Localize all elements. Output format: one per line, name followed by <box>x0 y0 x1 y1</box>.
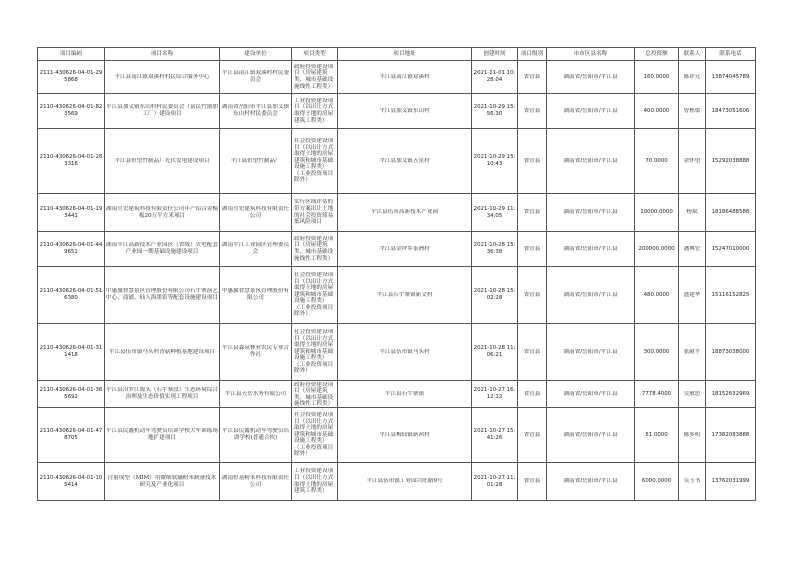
cell-level-text: 省管县 <box>523 478 541 485</box>
cell-code-text: 2110-430626-04-01-365692 <box>39 387 103 400</box>
cell-region <box>547 324 635 381</box>
cell-name-text: 湖南昱宏建筑科技有限责任公司年产铝合金模板20万平方米项目 <box>106 205 218 219</box>
cell-address <box>338 324 472 381</box>
cell-name <box>105 61 220 94</box>
cell-level-text: 省管县 <box>523 291 541 298</box>
header-contact: 联系人 <box>679 48 706 61</box>
cell-name-text: 湖南平江高新技术产业园区（省级）火电配套产业园一期基础设施建设项目 <box>106 242 218 255</box>
cell-phone <box>706 463 756 501</box>
cell-level <box>518 129 547 194</box>
cell-level <box>518 232 547 267</box>
cell-address-text: 平江县伍市高新技术产业园 <box>370 209 439 216</box>
cell-type-text: 工业投资建设项目（以出让方式取得土地的房屋建筑工程类） <box>294 97 334 124</box>
cell-address-text: 平江县伍市镇马头村 <box>379 348 430 355</box>
cell-contact-text: 陈祥元 <box>683 73 701 80</box>
table-row <box>38 463 756 501</box>
cell-unit-text: 平江县民鑫机动车驾驶员培训学校(普通合伙) <box>221 428 290 441</box>
cell-unit <box>220 267 292 324</box>
cell-address-text: 平江县金坪乡茶洲村 <box>379 245 430 252</box>
cell-unit-text: 湖南平江工业园区管理委员会 <box>221 242 290 255</box>
cell-created-text: 2021-10-27 16:12:12 <box>473 387 516 400</box>
cell-code <box>38 194 105 232</box>
cell-unit <box>220 129 292 194</box>
cell-investment-text: 300.0000 <box>643 348 670 355</box>
cell-created <box>472 381 518 408</box>
cell-region-text: 湖南省/岳阳市/平江县 <box>563 348 618 355</box>
cell-contact <box>679 408 706 463</box>
cell-created-text: 2021-11-01 10:28:04 <box>473 70 516 83</box>
cell-region <box>547 61 635 94</box>
cell-investment-text: 6000.0000 <box>641 478 672 485</box>
cell-unit <box>220 194 292 232</box>
cell-type <box>292 381 338 408</box>
cell-region <box>547 381 635 408</box>
cell-created <box>472 94 518 129</box>
cell-created <box>472 463 518 501</box>
cell-phone <box>706 232 756 267</box>
cell-type-text: 工业投资建设项目（以出让方式取得土地的房屋建筑工程类） <box>294 468 334 495</box>
cell-unit <box>220 381 292 408</box>
cell-name-text: 平江县汨罗江源头（石牛寨段）生态环境综合治理及生态价值实现工程项目 <box>106 387 218 400</box>
cell-level <box>518 94 547 129</box>
cell-contact <box>679 232 706 267</box>
header-project-type: 项目类型 <box>292 48 338 61</box>
cell-created-text: 2021-10-28 11:06:21 <box>473 345 516 358</box>
cell-level <box>518 61 547 94</box>
cell-address <box>338 408 472 463</box>
cell-region <box>547 267 635 324</box>
cell-code <box>38 463 105 501</box>
cell-address-text: 平江县梅仙镇新茜村 <box>379 431 430 438</box>
cell-created <box>472 194 518 232</box>
cell-unit-text: 平江县南江镇双溪村村民委员会 <box>221 70 290 83</box>
cell-region-text: 湖南省/岳阳市/平江县 <box>563 209 618 216</box>
cell-investment-text: 400.0000 <box>643 107 670 114</box>
cell-region <box>547 232 635 267</box>
cell-code-text: 2110-430626-04-01-823569 <box>39 104 103 117</box>
cell-contact-text: 张献平 <box>683 348 701 355</box>
cell-unit <box>220 408 292 463</box>
cell-unit-text: 平江县天岳水务有限公司 <box>224 390 287 397</box>
cell-name <box>105 94 220 129</box>
cell-investment <box>635 267 679 324</box>
cell-address <box>338 267 472 324</box>
cell-level <box>518 267 547 324</box>
header-created-time: 创建时间 <box>472 48 518 61</box>
table-row <box>38 194 756 232</box>
cell-contact <box>679 129 706 194</box>
cell-address-text: 平江县伍市镇工业园兴旺路9号 <box>366 478 443 485</box>
cell-phone <box>706 408 756 463</box>
cell-created-text: 2021-10-28 15:36:38 <box>473 242 516 255</box>
cell-address-text: 平江县石牛寨镇新文村 <box>376 291 433 298</box>
cell-level-text: 省管县 <box>523 157 541 164</box>
cell-code <box>38 94 105 129</box>
cell-type <box>292 129 338 194</box>
cell-created <box>472 408 518 463</box>
cell-type-text: 社会投资建设项目（以出让方式取得土地的房屋建筑和城市基础设施工程类）（工业投资项目除外） <box>294 271 334 318</box>
cell-unit <box>220 232 292 267</box>
cell-level <box>518 463 547 501</box>
cell-name-text: 平江县恒望竹制品厂光伏发电建设项目 <box>114 157 210 164</box>
cell-region <box>547 94 635 129</box>
cell-phone <box>706 61 756 94</box>
table-header-row <box>38 48 756 61</box>
cell-region-text: 湖南省/岳阳市/平江县 <box>563 107 618 114</box>
cell-investment <box>635 129 679 194</box>
cell-region <box>547 408 635 463</box>
cell-address <box>338 94 472 129</box>
table-row <box>38 324 756 381</box>
cell-phone-text: 18152632969 <box>711 390 750 397</box>
cell-unit-text: 湖南恒基粉末科技有限责任公司 <box>221 474 290 488</box>
cell-phone-text: 17382083888 <box>711 431 750 438</box>
cell-level-text: 省管县 <box>523 73 541 80</box>
cell-name-text: 注射成型（MIM）用微细软磁粉末制备技术研究及产业化项目 <box>107 474 217 488</box>
table-row <box>38 129 756 194</box>
cell-contact <box>679 463 706 501</box>
cell-code <box>38 324 105 381</box>
cell-type <box>292 408 338 463</box>
cell-type <box>292 61 338 94</box>
cell-region <box>547 194 635 232</box>
cell-contact-text: 吴敏思 <box>683 390 701 397</box>
cell-type-text: 社会投资建设项目（以出让方式取得土地的房屋建筑和城市基础设施工程类）（工业投资项目除外） <box>294 411 334 458</box>
table-row <box>38 408 756 463</box>
cell-address <box>338 381 472 408</box>
cell-level <box>518 381 547 408</box>
cell-investment-text: 7778.4000 <box>641 390 672 397</box>
cell-investment <box>635 194 679 232</box>
cell-investment <box>635 408 679 463</box>
cell-address-text: 平江县石牛寨镇 <box>384 390 425 397</box>
cell-code <box>38 381 105 408</box>
cell-contact-text: 潘典宏 <box>683 245 701 252</box>
cell-type-text: 社会投资建设项目（以出让方式取得土地的房屋建筑和城市基础设施工程类）（工业投资项目除外） <box>294 328 334 375</box>
cell-investment <box>635 61 679 94</box>
cell-name-text: 平江县加义镇东山村村民委员会（富民竹器加工厂）建设项目 <box>106 104 218 117</box>
cell-phone-text: 13762031999 <box>711 478 750 485</box>
cell-type-text: 实行区域评估的带方案出让土地的社会投资简易低风险项目 <box>294 199 334 226</box>
cell-investment-text: 51.0000 <box>645 431 668 438</box>
cell-phone-text: 18873038000 <box>711 348 750 355</box>
header-phone: 联系电话 <box>706 48 756 61</box>
cell-contact <box>679 61 706 94</box>
cell-address <box>338 232 472 267</box>
cell-phone-text: 15247010000 <box>711 245 750 252</box>
cell-code-text: 2110-430626-04-01-283316 <box>39 154 103 167</box>
cell-region <box>547 129 635 194</box>
cell-code <box>38 408 105 463</box>
cell-level-text: 省管县 <box>523 390 541 397</box>
cell-region-text: 湖南省/岳阳市/平江县 <box>563 431 618 438</box>
cell-address <box>338 61 472 94</box>
cell-code <box>38 267 105 324</box>
cell-phone <box>706 129 756 194</box>
header-project-address: 项目地址 <box>338 48 472 61</box>
cell-region-text: 湖南省/岳阳市/平江县 <box>563 157 618 164</box>
cell-region-text: 湖南省/岳阳市/平江县 <box>563 245 618 252</box>
cell-phone-text: 13874045789 <box>711 73 750 80</box>
cell-phone <box>706 94 756 129</box>
cell-unit-text: 平江县恒望竹制品厂 <box>230 157 281 164</box>
cell-contact-text: 吴玉书 <box>683 478 701 485</box>
cell-created <box>472 324 518 381</box>
cell-created-text: 2021-10-27 15:41:26 <box>473 428 516 441</box>
cell-region-text: 湖南省/岳阳市/平江县 <box>563 478 618 485</box>
cell-type <box>292 267 338 324</box>
cell-code-text: 2110-430626-04-01-516380 <box>39 288 103 301</box>
cell-unit-text: 湖南昱宏建筑科技有限责任公司 <box>221 205 290 219</box>
cell-name <box>105 324 220 381</box>
cell-type <box>292 94 338 129</box>
cell-name <box>105 408 220 463</box>
cell-code-text: 2110-430626-04-01-449651 <box>39 242 103 255</box>
cell-unit-text: 中惠旅智慧景区管理股份有限公司 <box>221 288 290 301</box>
table-row <box>38 94 756 129</box>
cell-contact <box>679 94 706 129</box>
cell-type <box>292 324 338 381</box>
cell-code <box>38 232 105 267</box>
header-builder: 建设单位 <box>220 48 292 61</box>
cell-contact-text: 余怀望 <box>683 157 701 164</box>
cell-type <box>292 232 338 267</box>
cell-address-text: 平江县加义镇五星村 <box>379 157 430 164</box>
cell-investment <box>635 232 679 267</box>
header-project-code: 项目编码 <box>38 48 105 61</box>
cell-phone-text: 18186488588 <box>711 209 750 216</box>
cell-unit <box>220 94 292 129</box>
cell-investment <box>635 381 679 408</box>
table-row <box>38 381 756 408</box>
cell-created <box>472 232 518 267</box>
table-row <box>38 61 756 94</box>
cell-created <box>472 61 518 94</box>
cell-address <box>338 129 472 194</box>
table-row <box>38 232 756 267</box>
cell-unit-text: 湖南省岳阳市平江县加义镇东山村村民委员会 <box>221 104 290 117</box>
cell-type-text: 政府投资建设项目（房屋建筑类、城市基础设施线性工程类） <box>294 381 334 407</box>
header-project-name: 项目名称 <box>105 48 220 61</box>
cell-address <box>338 194 472 232</box>
cell-created-text: 2021-10-27 11:01:28 <box>473 474 516 488</box>
header-investment: 总投资额 <box>635 48 679 61</box>
cell-phone <box>706 324 756 381</box>
cell-region-text: 湖南省/岳阳市/平江县 <box>563 291 618 298</box>
cell-level-text: 省管县 <box>523 209 541 216</box>
cell-investment <box>635 324 679 381</box>
cell-unit <box>220 61 292 94</box>
cell-name <box>105 381 220 408</box>
cell-level-text: 省管县 <box>523 107 541 114</box>
cell-code-text: 2111-430626-04-01-295868 <box>39 70 103 83</box>
cell-level-text: 省管县 <box>523 348 541 355</box>
cell-type <box>292 194 338 232</box>
cell-name-text: 平江县南江镇双溪村村民综合服务中心 <box>114 73 210 80</box>
cell-name <box>105 129 220 194</box>
cell-phone <box>706 267 756 324</box>
cell-address <box>338 463 472 501</box>
cell-unit <box>220 324 292 381</box>
cell-code-text: 2110-430626-04-01-478705 <box>39 428 103 441</box>
cell-unit <box>220 463 292 501</box>
cell-investment-text: 10000.0000 <box>640 209 673 216</box>
cell-investment-text: 160.0000 <box>643 73 670 80</box>
cell-region-text: 湖南省/岳阳市/平江县 <box>563 73 618 80</box>
cell-phone <box>706 194 756 232</box>
cell-phone <box>706 381 756 408</box>
cell-unit-text: 平江县森泉林业农民专业合作社 <box>221 345 290 358</box>
cell-phone-text: 18473051606 <box>711 107 750 114</box>
header-region: 市市区县名称 <box>547 48 635 61</box>
cell-level-text: 省管县 <box>523 431 541 438</box>
cell-investment <box>635 94 679 129</box>
cell-address-text: 平江县加义镇东山村 <box>379 107 430 114</box>
cell-type-text: 政府投资建设项目（房屋建筑类、城市基础设施线性工程类） <box>294 63 334 90</box>
cell-investment-text: 70.0000 <box>645 157 668 164</box>
cell-type <box>292 463 338 501</box>
cell-investment-text: 480.0000 <box>643 291 670 298</box>
cell-created-text: 2021-10-29 15:56:30 <box>473 104 516 117</box>
header-project-level: 项目级别 <box>518 48 547 61</box>
cell-contact <box>679 324 706 381</box>
cell-name-text: 中惠旅智慧景区管理股份有限公司石牛寨演艺中心、商铺、仙人海墨馆等配套设施建设项目 <box>106 288 218 301</box>
cell-phone-text: 15292038888 <box>711 157 750 164</box>
cell-contact <box>679 194 706 232</box>
cell-name <box>105 232 220 267</box>
cell-level-text: 省管县 <box>523 245 541 252</box>
cell-type-text: 社会投资建设项目（以出让方式取得土地的房屋建筑和城市基础设施工程类）（工业投资项目除外） <box>294 137 334 184</box>
cell-address-text: 平江县南江镇双溪村 <box>379 73 430 80</box>
cell-contact-text: 陈多明 <box>683 431 701 438</box>
cell-level <box>518 194 547 232</box>
project-table-sheet <box>37 47 756 501</box>
cell-code-text: 2110-430626-04-01-193441 <box>39 205 103 219</box>
cell-contact <box>679 381 706 408</box>
cell-contact-text: 盛建华 <box>683 291 701 298</box>
cell-name <box>105 463 220 501</box>
cell-code <box>38 61 105 94</box>
cell-created-text: 2021-10-28 15:02:28 <box>473 288 516 301</box>
cell-name <box>105 267 220 324</box>
cell-investment <box>635 463 679 501</box>
cell-region <box>547 463 635 501</box>
cell-contact <box>679 267 706 324</box>
cell-code <box>38 129 105 194</box>
cell-level <box>518 408 547 463</box>
cell-name-text: 平江县伍市镇马头村香菇种植基地建设项目 <box>108 348 216 355</box>
cell-code-text: 2110-430626-04-01-311418 <box>39 345 103 358</box>
cell-investment-text: 200000.0000 <box>638 245 675 252</box>
cell-region-text: 湖南省/岳阳市/平江县 <box>563 390 618 397</box>
cell-level <box>518 324 547 381</box>
cell-created <box>472 129 518 194</box>
table-row <box>38 267 756 324</box>
cell-created-text: 2021-10-29 15:10:43 <box>473 154 516 167</box>
cell-phone-text: 15116152825 <box>711 291 750 298</box>
cell-contact-text: 曾栋梁 <box>683 107 701 114</box>
project-table <box>37 47 756 501</box>
cell-code-text: 2110-430626-04-01-105414 <box>39 474 103 488</box>
cell-name <box>105 194 220 232</box>
cell-contact-text: 杨斌 <box>686 209 698 216</box>
cell-name-text: 平江县民鑫机动车驾驶员培训学校大车训练场地扩建项目 <box>106 428 218 441</box>
cell-created <box>472 267 518 324</box>
cell-type-text: 政府投资建设项目（房屋建筑类、城市基础设施线性工程类） <box>294 235 334 262</box>
cell-created-text: 2021-10-29 11:34:05 <box>473 205 516 219</box>
